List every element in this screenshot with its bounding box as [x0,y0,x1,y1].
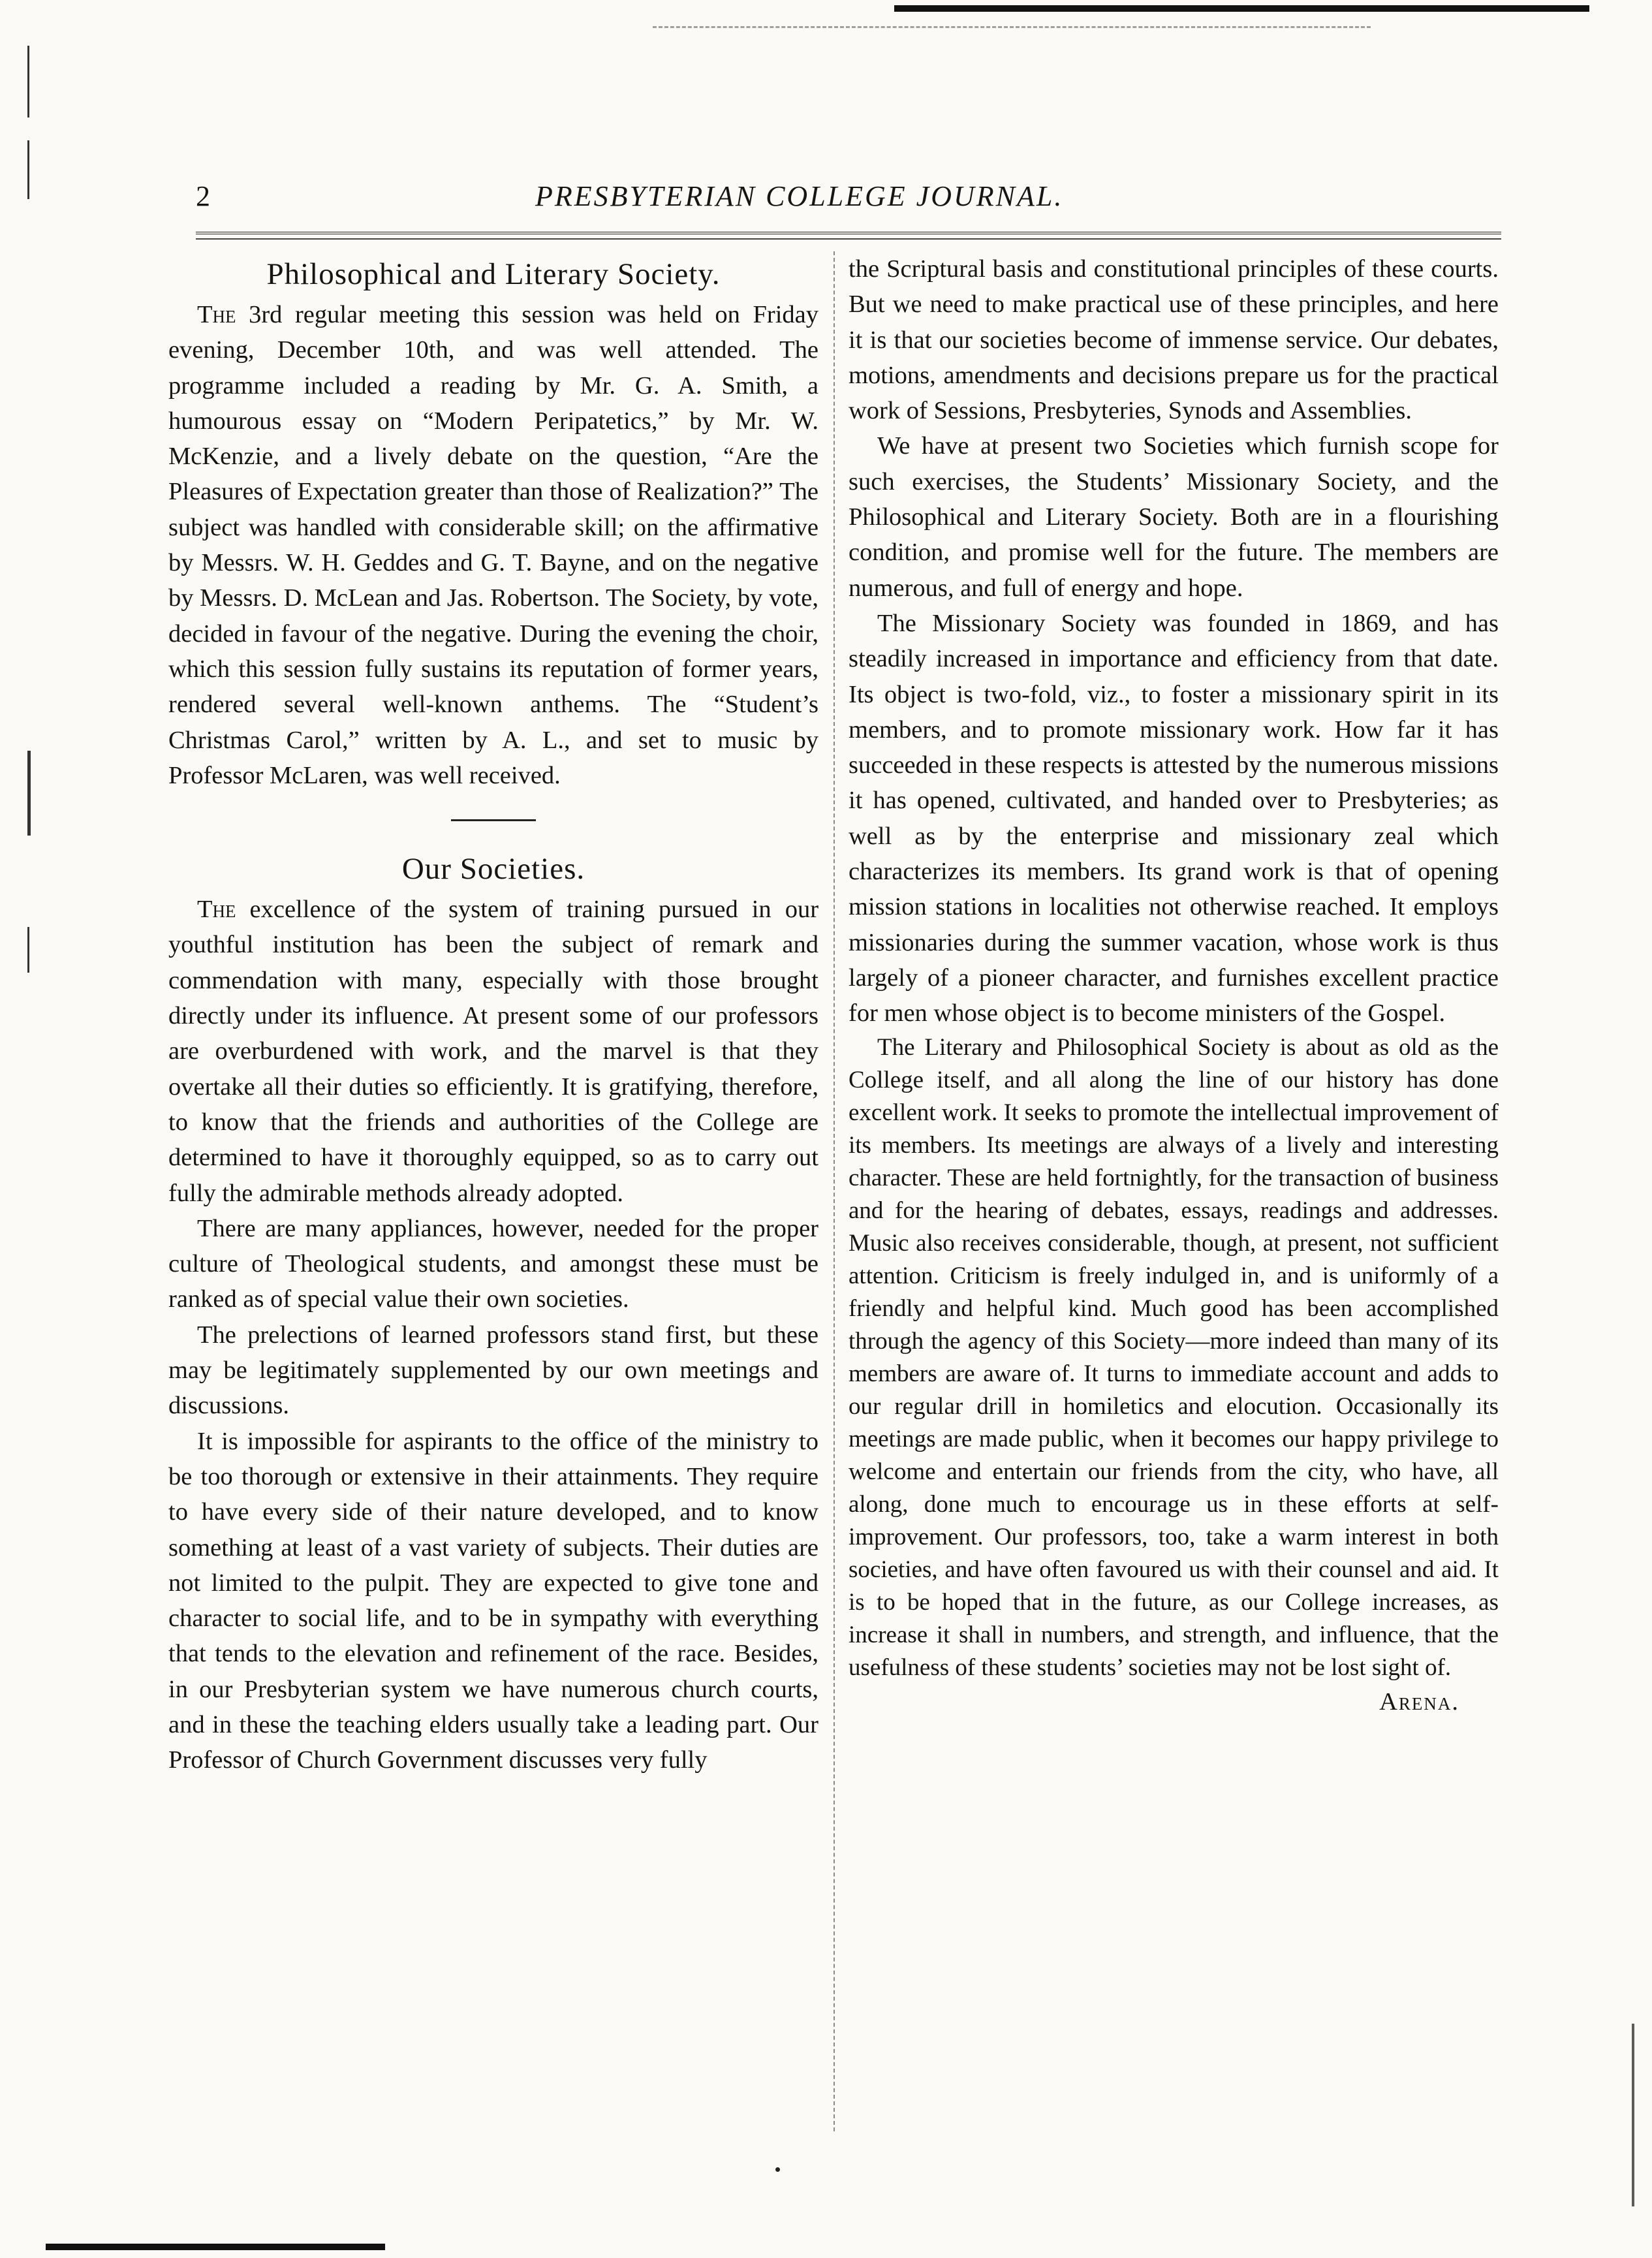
article-paragraph: The Missionary Society was founded in 1869, and has steadily increased in importance and efficiency from that date. Its object is two-fold, viz., to foster a missionary spirit in its members, and to promote missionary work. How far it has succeeded in these respects is attested by the numerous missions it has opened, cultivated, and handed over to Presbyteries; as well as by the enterprise and missionary zeal which characterizes its members. Its grand work is that of opening mission stations in localities not otherwise reached. It employs missionaries during the summer vacation, whose work is thus largely of a pioneer character, and furnishes excellent practice for men whose object is to become ministers of the Gospel. [849,609,1499,1027]
section-title: Our Societies. [401,852,585,886]
author-signature: Arena. [1379,1687,1459,1716]
article-paragraph: It is impossible for aspirants to the office of the ministry to be too thorough or extensive in their attainments. They require to have every side of their nature developed, and to know something at least of a vast variety of subjects. Their duties are not limited to the pulpit. They are expected to give tone and character to social life, and to be in sympathy with everything that tends to the elevation and refinement of the race. Besides, in our Presbyterian system we have numerous church courts, and in these the teaching elders usually take a leading part. Our Professor of Church Government discusses very fully [168,1427,818,1774]
article-paragraph: the Scriptural basis and constitutional principles of these courts. But we need to make practical use of these principles, and here it is that our societies become of immense service. Our debates, motions, amendments and decisions prepare us for the practical work of Sessions, Presbyteries, Synods and Assemblies. [849,255,1499,425]
running-title: PRESBYTERIAN COLLEGE JOURNAL. [535,180,1064,212]
article-paragraph: We have at present two Societies which furnish scope for such exercises, the Students’ Missionary Society, and the Philosophical and Literary Society. Both are in a flourishing condition, and promise well for the future. The members are numerous, and full of energy and hope. [849,432,1499,602]
section-divider [451,819,536,821]
article-paragraph: The Literary and Philosophical Society is about as old as the College itself, and all along the line of our history has done excellent work. It seeks to promote the intellectual improvement of its members. Its meetings are always of a lively and interesting character. These are held fortnightly, for the transaction of business and for the hearing of debates, essays, readings and addresses. Music also receives considerable, though, at present, not sufficient attention. Criticism is freely indulged in, and is uniformly of a friendly and helpful kind. Much good has been accomplished through the agency of this Society—more indeed than many of its members are aware of. It turns to immediate account and adds to our regular drill in homiletics and elocution. Occasionally its meetings are made public, when it becomes our happy privilege to welcome and entertain our friends from the city, who have, all along, done much to encourage us in these efforts at self-improvement. Our professors, too, take a warm interest in both societies, and have often favoured us with their counsel and aid. It is to be hoped that in the future, as our College increases, as increase it shall in numbers, and strength, and influence, that the usefulness of these students’ societies may not be lost sight of. [849,1033,1499,1681]
article-paragraph: There are many appliances, however, needed for the proper culture of Theological students, and amongst these must be ranked as of special value their own societies. [168,1214,818,1313]
page-header [196,180,1488,225]
right-column [849,251,1499,1719]
scan-margin-mark [27,140,29,199]
top-rule [894,5,1589,12]
left-column [168,251,818,1778]
paragraph-text: excellence of the system of training pursued in our youthful institution has been the subject of remark and commendation with many, especially with those brought directly under its influence. At present some of our professors are overburdened with work, and the marvel is that they overtake all their duties so efficiently. It is gratifying, therefore, to know that the friends and authorities of the College are determined to have it thoroughly equipped, so as to carry out fully the admirable methods already adopted. [168,896,819,1207]
section-title: Philosophical and Literary Society. [266,257,721,291]
bottom-rule [46,2244,385,2250]
scan-margin-mark [27,46,29,118]
article-paragraph: The prelections of learned professors stand first, but these may be legitimately supplemented by our own meetings and discussions. [168,1321,818,1420]
header-rule [196,232,1501,240]
scan-edge-mark [1632,2024,1634,2206]
column-divider [834,251,835,2131]
lead-word: The [197,301,236,328]
scan-margin-mark [27,927,29,973]
article-paragraph [168,297,818,793]
top-faint-rule [653,26,1371,28]
scan-margin-mark [27,751,31,836]
lead-word: The [197,896,236,924]
paragraph-text: 3rd regular meeting this session was held on Friday evening, December 10th, and was well attended. The programme included a reading by Mr. G. A. Smith, a humourous essay on “Modern Peripatetics,” by Mr. W. McKenzie, and a lively debate on the question, “Are the Pleasures of Expectation greater than those of Realization?” The subject was handled with considerable skill; on the affirmative by Messrs. W. H. Geddes and G. T. Bayne, and on the negative by Messrs. D. McLean and Jas. Robertson. The Society, by vote, decided in favour of the negative. During the evening the choir, which this session fully sustains its reputation of former years, rendered several well-known anthems. The “Student’s Christmas Carol,” written by A. L., and set to music by Professor McLaren, was well received. [168,301,819,789]
article-paragraph [168,892,818,1211]
page-number: 2 [196,180,210,212]
ink-dot [775,2167,780,2172]
